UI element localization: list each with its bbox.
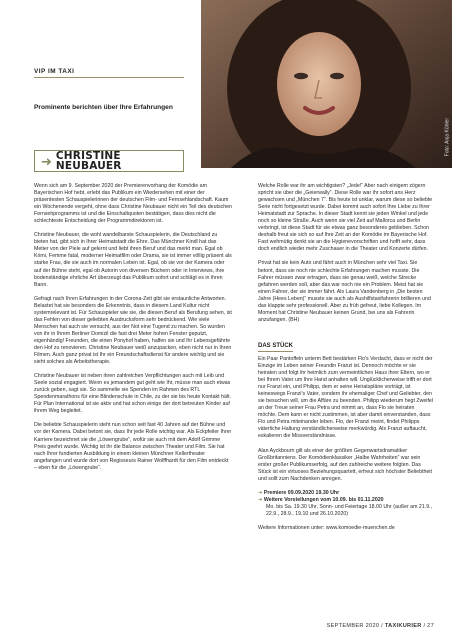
photo-credit: Foto: Anja Köhler (444, 118, 450, 157)
performances-line (258, 497, 434, 504)
left-column (34, 183, 232, 479)
more-info-link[interactable]: Weitere Informationen unter: www.komoedie-muenchen.de (258, 524, 395, 531)
story-heading: DAS STÜCK (258, 343, 293, 352)
portrait-photo (201, 0, 452, 168)
intro-text: Prominente berichten über Ihre Erfahrungen (34, 104, 173, 111)
section-label: VIP IM TAXI (34, 68, 75, 75)
paragraph: Christine Neubauer, die wohl wandelbarste Schauspielerin, die Deutschland zu bieten hat, gibt sich in Ihrer Heimatstadt die Ehre. Das Münchner Kindl hat das Metier von der Piele auf gelernt und liebt ihren Beruf und das merkt man. Egal ob Krimi, Femme fatal, moderner Heimatfilm oder Drama, sie ist immer völlig präsent als starke Frau, die sie auch im normalen Leben ist. Egal, ob sie vor der Kamera oder auf der Bühne steht, egal ob Autorin von diversen Büchern oder in Interviews, ihre bodenständige ehrliche Art überzeugt das Publikum sofort und schlägt es in ihren Bann. (34, 232, 232, 288)
paragraph: Gefragt nach Ihren Erfahrungen in der Corona-Zeit gibt sie erstaunliche Antworten. Belastet hat sie besonders die Erkenntnis, dass in diesem Land Kultur nicht systemrelevant ist. Für Schauspieler wie sie, die diesen Beruf als Berufung sehen, ist das Fehlen von dieser geliebten Ausdrucksform sehr bedrückend. Wie viele Menschen hat auch sie versucht, aus der Not eine Tugend zu machen. So wurden von ihr in Ihrem Berliner Domizil die fast drei Meter hohen Fenster geputzt, eigenhändig! Freunden, die einen Ponyhof haben, halfen sie und Ihr Lebensgefährte den Hof zu renovieren. Christine Neubauer weiß anzupacken, eben nicht nur in Ihren Filmen. Auch ganz privat ist Ihr ein Freundschaftsdienst für andere wichtig und sie sieht solches als Arbeitstherapie. (34, 295, 232, 366)
arrow-right-icon: ➜ (258, 489, 264, 496)
footer-magazine: TAXIKURIER (384, 623, 422, 629)
paragraph: Wenn sich am 9. September 2020 der Premierenvorhang der Komödie am Bayerischen Hof hebt, erlebt das Publikum ein Wiedersehen mit einer der präsentesten Schauspielerinnen der deutschen Film- und Fernsehlandschaft. Kaum ein Wochenende vergeht, ohne dass Christine Neubauer nicht ein Teil des deutschen Fernsehprogramms ist und die Einschaltquoten bestätigen, dass dies nicht die schlechteste Entscheidung der Programmdirektoren ist. (34, 183, 232, 225)
performances-detail: Mo. bis Sa. 19.30 Uhr, Sonn- und Feiertage 18.00 Uhr (außer am 21.9., 22.9., 28.9., 19.10 und 26.10.2020) (266, 503, 433, 517)
section-rule (34, 77, 184, 78)
arrow-right-icon: ➜ (41, 153, 52, 169)
paragraph: Welche Rolle war ihr am wichtigsten? „Jede!“ Aber nach einigem zögern spricht sie über die „Geierwally“. Diese Rolle war ihr sofort ans Herz gewachsen und „München 7“. Bis heute ist unklar, warum diese so beliebte Serie nicht fortgesetzt wurde. Dabei kommt auch sofort Ihre Liebe zu Ihrer Heimatstadt zur Sprache. In dieser Stadt kennt sie jeden Winkel und jede noch so kleine Straße. Auch wenn sie viel Zeit auf Mallorca und Berlin verbringt, ist diese Stadt für sie etwas ganz besonderes geblieben. Schon deshalb freut sie sich so auf Ihre Zeit an der Komödie im Bayerische Hof. Fast wehmütig denkt sie an die Hygienevorschriften und hofft sehr, dass doch endlich wieder mehr Zuschauer in die Theater und Konzerte dürfen. (258, 183, 433, 253)
right-column (258, 183, 434, 539)
premiere-text: Premiere 09.09.2020 19.30 Uhr (263, 489, 340, 496)
portrait-image (201, 0, 452, 168)
paragraph: Alan Ayckbourn gilt als einer der größten Gegenwartsdramatiker Großbritanniens. Der Komödienklassiker „Halbe Wahrheiten“ war sein erster großer Publikumserfolg, auf den zahlreiche weitere folgten. Das Stück ist ein virtuoses Beziehungsquartett, erfreut sich höchster Beliebtheit und sollt zum Nachdenken anregen. (258, 447, 432, 482)
premiere-line (258, 490, 434, 497)
paragraph: Ein Paar Pantoffeln unterm Bett bestärken Flo's Verdacht, dass er nicht der Einzige im Leben seiner Freundin Franzi ist. Dennoch möchte er sie heiraten und folgt ihr heimlich zum vermeintlichen Haus ihrer Eltern, wo er bei Ihrem Vater um Ihre Hand anhalten will. Unglücklicherweise trifft er dort nur Franzi ein, und Philipp, dem er seine Heiratspläne vorträgt, ist keineswegs Franzi's Vater, sondern ihr ehemaliger Chef und Geliebter, den sie besuchen will, um die Affäre zu beenden. Philipp wiederum hegt Zweifel an der Treue seiner Frau Petra und nimmt an, dass Flo sie heiraten möchte. Dem kann er nicht zustimmen, ist aber damit einverstanden, dass Flo und Petra miteinander leben. Flo, der Franzi meint, findet Philipps väterliche Haltung verständlicherweise merkwürdig. Als Franzi auftaucht, eskalieren die Missverständnisse. (258, 355, 434, 440)
performances-text: Weitere Vorstellungen vom 10.09. bis 01.11.2020 (263, 496, 384, 503)
article-title: CHRISTINE NEUBAUER (55, 149, 122, 172)
footer-page-number: / 27 (421, 623, 434, 629)
article-title-box (34, 150, 184, 172)
arrow-right-icon: ➜ (258, 496, 264, 503)
paragraph: Die beliebte Schauspielerin steht nun schon seit fast 40 Jahren auf der Bühne und vor der Kamera. Dabei betont sie, dass Ihr jede Rolle wichtig war. Als Eckpfeiler Ihrer Karriere bezeichnet sie die „Löwengrube“, wofür sie auch mit dem Adolf Grimme Preis geehrt wurde. Wichtig ist ihr die Balance zwischen Theater und Film. Sie hat nach Ihrer fundierten Ausbildung in einem kleinen Münchner Kellertheater angefangen und wurde dort von Regisseurs Rainer Wolffhardt für den Film entdeckt – eben für die „Löwengrube“. (34, 422, 232, 471)
paragraph: Christine Neubauer ist neben ihren zahlreichen Verpflichtungen auch mit Leib und Seele sozial engagiert. Wenn es jemandem gut geht wie Ihr, müsse man auch etwas zurück geben, sagt sie. So sammelte sie Spenden im Rahmen des RTL Spendenmarathons für eine Blindenschule in Chile, zu der sie bis heute Kontakt hält. Für Plan International ist sie aktiv und hat schon einige der dort betreuten Kinder auf ihrem Weg begleitet. (34, 373, 231, 415)
footer-issue: SEPTEMBER 2020 / (326, 623, 385, 629)
page-footer (327, 623, 434, 629)
paragraph: Privat hat sie kein Auto und fährt auch in München sehr viel Taxi. Sie betont, dass sie noch nie schlechte Erfahrungen machen musste. Die Fahrer müssen zwar ertragen, dass sie genau weiß, welche Strecke gefahren werden soll, aber das war noch nie ein Problem. Meist hat sie einen Fahrer, der sie immer fährt. Als Laura Vandenberg in „Die besten Jahre (Hees Leben)“ musste sie auch als Aushilfstaxifahrerin brillieren und das klappte sehr professionell. Aber zu früh gefreut, liebe Kollegen. Im Moment hat Christine Neubauer keinen Grund, bei uns als Fahrerin anzufangen. (BH) (258, 260, 431, 323)
